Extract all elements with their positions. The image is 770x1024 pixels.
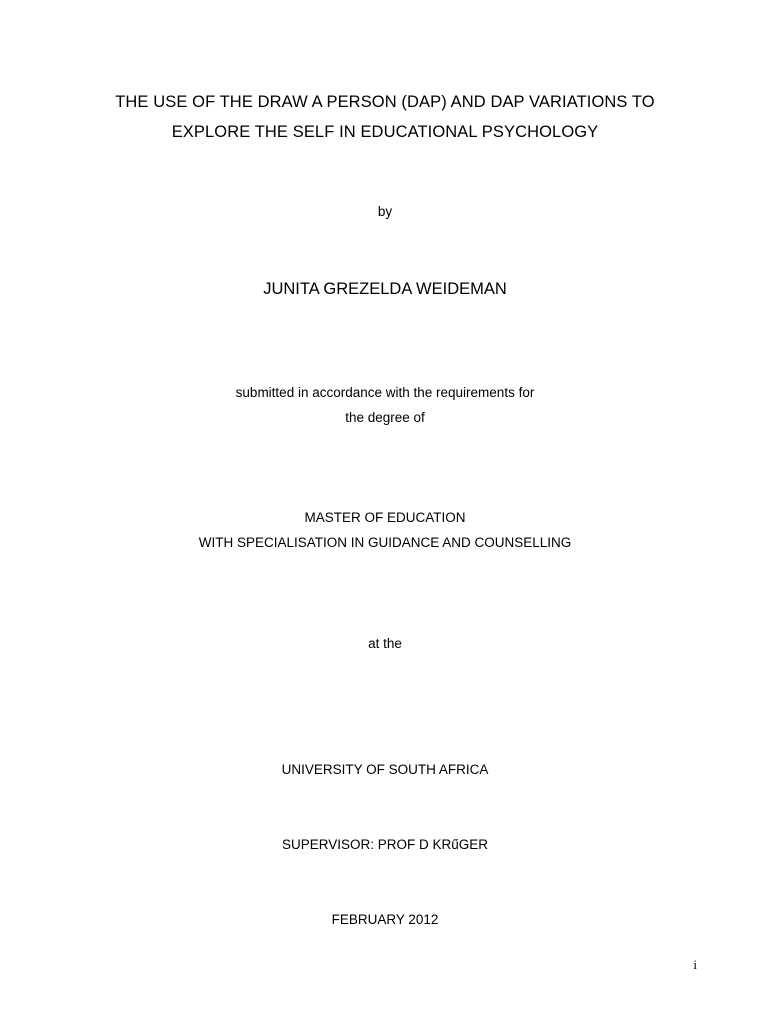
supervisor-line: SUPERVISOR: PROF D KRűGER [281, 837, 489, 852]
degree-name: MASTER OF EDUCATION [304, 510, 466, 525]
university-name: UNIVERSITY OF SOUTH AFRICA [281, 762, 489, 777]
at-the-label: at the [368, 636, 402, 651]
degree-specialisation: WITH SPECIALISATION IN GUIDANCE AND COUNSELLING [198, 535, 572, 550]
submission-statement-line-2: the degree of [345, 410, 425, 425]
by-label: by [377, 204, 393, 219]
submission-date: FEBRUARY 2012 [331, 912, 439, 927]
author-name: JUNITA GREZELDA WEIDEMAN [263, 280, 507, 298]
thesis-title-line-2: EXPLORE THE SELF IN EDUCATIONAL PSYCHOLOGY [171, 123, 599, 141]
page-number: i [693, 957, 697, 972]
thesis-title-line-1: THE USE OF THE DRAW A PERSON (DAP) AND DAP VARIATIONS TO [115, 93, 655, 111]
submission-statement-line-1: submitted in accordance with the requirements for [235, 385, 535, 400]
